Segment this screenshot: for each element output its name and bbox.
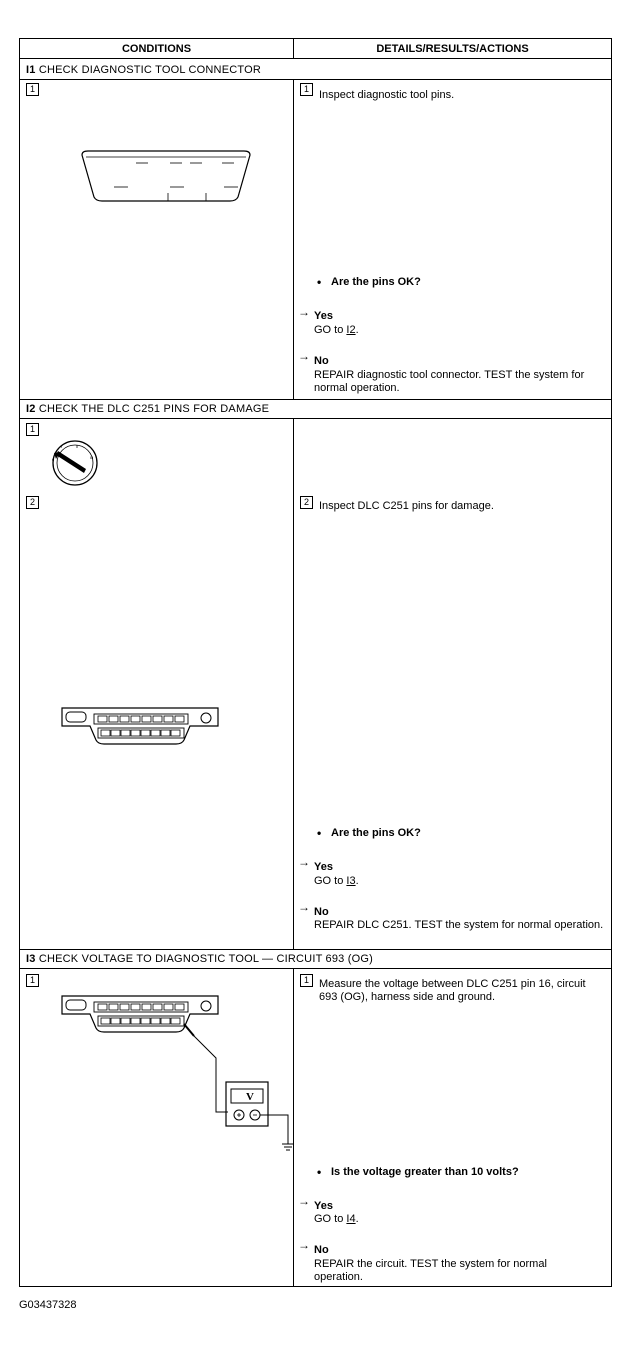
step-number: 1 bbox=[300, 974, 313, 987]
goto-link[interactable]: I3 bbox=[346, 875, 356, 887]
figure-id: G03437328 bbox=[19, 1299, 77, 1311]
step-instruction: Measure the voltage between DLC C251 pin 16, circuit 693 (OG), harness side and ground. bbox=[319, 978, 586, 1003]
divider bbox=[20, 58, 611, 59]
goto-text: GO to bbox=[314, 875, 344, 887]
no-action: REPAIR the circuit. TEST the system for normal operation. bbox=[314, 1258, 547, 1283]
goto-text: GO to bbox=[314, 324, 344, 336]
question: • Are the pins OK? bbox=[331, 827, 421, 839]
svg-text:III: III bbox=[90, 455, 94, 460]
ignition-switch-illustration bbox=[46, 439, 104, 487]
yes-action bbox=[314, 1213, 359, 1226]
arrow-icon: → bbox=[298, 1194, 310, 1208]
voltmeter-symbol: V bbox=[246, 1091, 254, 1103]
dlc-connector-illustration bbox=[60, 706, 220, 746]
arrow-icon: → bbox=[298, 900, 310, 914]
yes-label: Yes bbox=[314, 1200, 333, 1212]
arrow-icon: → bbox=[298, 349, 310, 363]
yes-label: Yes bbox=[314, 861, 333, 873]
svg-text:0: 0 bbox=[52, 457, 55, 462]
section-id: I3 bbox=[26, 953, 36, 965]
no-action: REPAIR DLC C251. TEST the system for normal operation. bbox=[314, 919, 604, 931]
yes-label: Yes bbox=[314, 310, 333, 322]
svg-text:II: II bbox=[76, 444, 79, 449]
section-title-text: CHECK VOLTAGE TO DIAGNOSTIC TOOL — CIRCUIT 693 (OG) bbox=[38, 953, 373, 965]
step-number: 1 bbox=[26, 974, 39, 987]
question: • Are the pins OK? bbox=[331, 276, 421, 288]
no-label: No bbox=[314, 906, 329, 918]
divider bbox=[20, 418, 611, 419]
yes-action bbox=[314, 324, 359, 337]
no-action: REPAIR diagnostic tool connector. TEST the system for normal operation. bbox=[314, 369, 585, 394]
section-title-i3 bbox=[26, 953, 373, 965]
goto-link[interactable]: I4 bbox=[346, 1213, 356, 1225]
step-number: 1 bbox=[26, 83, 39, 96]
divider bbox=[293, 39, 294, 59]
diagnostic-table bbox=[19, 38, 612, 1287]
section-title-text: CHECK DIAGNOSTIC TOOL CONNECTOR bbox=[38, 64, 261, 76]
goto-suffix: . bbox=[355, 1213, 359, 1225]
diagnostic-tool-connector-illustration bbox=[78, 149, 258, 205]
step-instruction: Inspect DLC C251 pins for damage. bbox=[319, 500, 494, 512]
arrow-icon: → bbox=[298, 305, 310, 319]
divider bbox=[20, 399, 611, 400]
divider bbox=[293, 418, 294, 949]
step-number: 2 bbox=[26, 496, 39, 509]
goto-link[interactable]: I2 bbox=[346, 324, 356, 336]
no-label: No bbox=[314, 1244, 329, 1256]
section-title-i1 bbox=[26, 64, 261, 76]
step-number: 2 bbox=[300, 496, 313, 509]
no-label: No bbox=[314, 355, 329, 367]
step-instruction: Inspect diagnostic tool pins. bbox=[319, 89, 455, 101]
dlc-voltmeter-illustration bbox=[60, 994, 290, 1130]
arrow-icon: → bbox=[298, 855, 310, 869]
goto-text: GO to bbox=[314, 1213, 344, 1225]
divider bbox=[293, 968, 294, 1286]
divider bbox=[20, 949, 611, 950]
section-title-i2 bbox=[26, 403, 269, 415]
column-header-conditions: CONDITIONS bbox=[121, 43, 192, 55]
yes-action bbox=[314, 875, 359, 888]
section-title-text: CHECK THE DLC C251 PINS FOR DAMAGE bbox=[38, 403, 270, 415]
column-header-details: DETAILS/RESULTS/ACTIONS bbox=[376, 43, 529, 55]
svg-text:I: I bbox=[61, 444, 63, 449]
divider bbox=[20, 968, 611, 969]
section-id: I2 bbox=[26, 403, 36, 415]
goto-suffix: . bbox=[355, 875, 359, 887]
divider bbox=[293, 79, 294, 399]
divider bbox=[20, 79, 611, 80]
question: • Is the voltage greater than 10 volts? bbox=[331, 1166, 519, 1178]
step-number: 1 bbox=[300, 83, 313, 96]
goto-suffix: . bbox=[355, 324, 359, 336]
step-number: 1 bbox=[26, 423, 39, 436]
section-id: I1 bbox=[26, 64, 36, 76]
arrow-icon: → bbox=[298, 1238, 310, 1252]
